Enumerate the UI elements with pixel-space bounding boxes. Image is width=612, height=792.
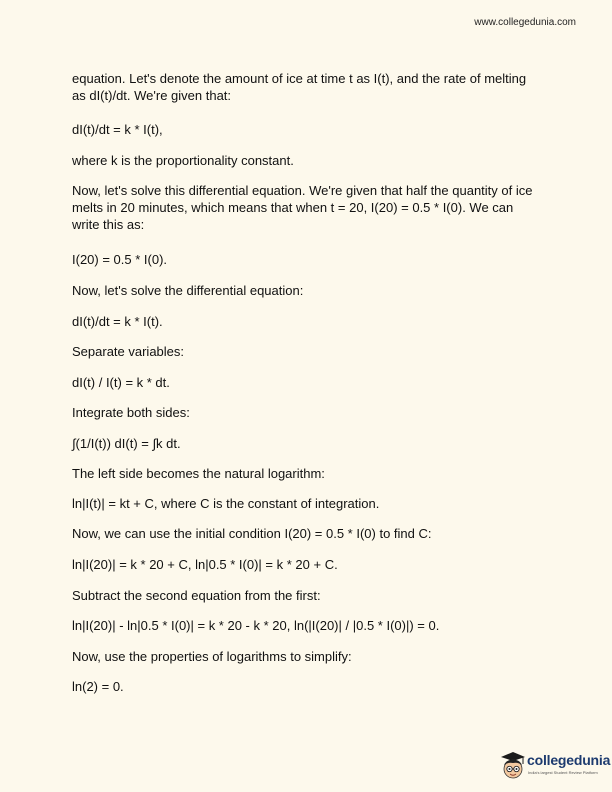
logo-wordmark: collegedunia bbox=[527, 752, 611, 768]
paragraph: The left side becomes the natural logarithm: bbox=[72, 466, 325, 481]
graduate-mascot-icon bbox=[498, 749, 526, 783]
paragraph: I(20) = 0.5 * I(0). bbox=[72, 252, 168, 267]
paragraph: ln|I(20)| - ln|0.5 * I(0)| = k * 20 - k * 20, ln(|I(20)| / |0.5 * I(0)|) = 0. bbox=[72, 618, 440, 633]
paragraph: Now, let's solve this differential equation. We're given that half the quantity of ice melts in 20 minutes, which means that when t = 20, I(20) = 0.5 * I(0). We can write this as: bbox=[72, 183, 533, 232]
site-url[interactable]: www.collegedunia.com bbox=[474, 17, 576, 28]
paragraph: ln|I(20)| = k * 20 + C, ln|0.5 * I(0)| = k * 20 + C. bbox=[72, 557, 338, 572]
paragraph: dI(t)/dt = k * I(t), bbox=[72, 122, 163, 137]
paragraph: Integrate both sides: bbox=[72, 405, 190, 420]
paragraph: ln|I(t)| = kt + C, where C is the constant of integration. bbox=[72, 496, 380, 511]
paragraph: Now, we can use the initial condition I(20) = 0.5 * I(0) to find C: bbox=[72, 526, 432, 541]
logo-tagline: India's largest Student Review Platform bbox=[528, 770, 598, 775]
paragraph: dI(t) / I(t) = k * dt. bbox=[72, 375, 170, 390]
paragraph: Subtract the second equation from the first: bbox=[72, 588, 321, 603]
paragraph: ln(2) = 0. bbox=[72, 679, 124, 694]
paragraph: where k is the proportionality constant. bbox=[72, 153, 294, 168]
paragraph: Separate variables: bbox=[72, 344, 185, 359]
paragraph: dI(t)/dt = k * I(t). bbox=[72, 314, 163, 329]
paragraph: Now, let's solve the differential equation: bbox=[72, 283, 304, 298]
collegedunia-logo bbox=[498, 749, 611, 783]
paragraph: Now, use the properties of logarithms to simplify: bbox=[72, 649, 352, 664]
paragraph: equation. Let's denote the amount of ice at time t as I(t), and the rate of melting as dI(t)/dt. We're given that: bbox=[72, 71, 527, 103]
paragraph: ∫(1/I(t)) dI(t) = ∫k dt. bbox=[72, 436, 181, 451]
